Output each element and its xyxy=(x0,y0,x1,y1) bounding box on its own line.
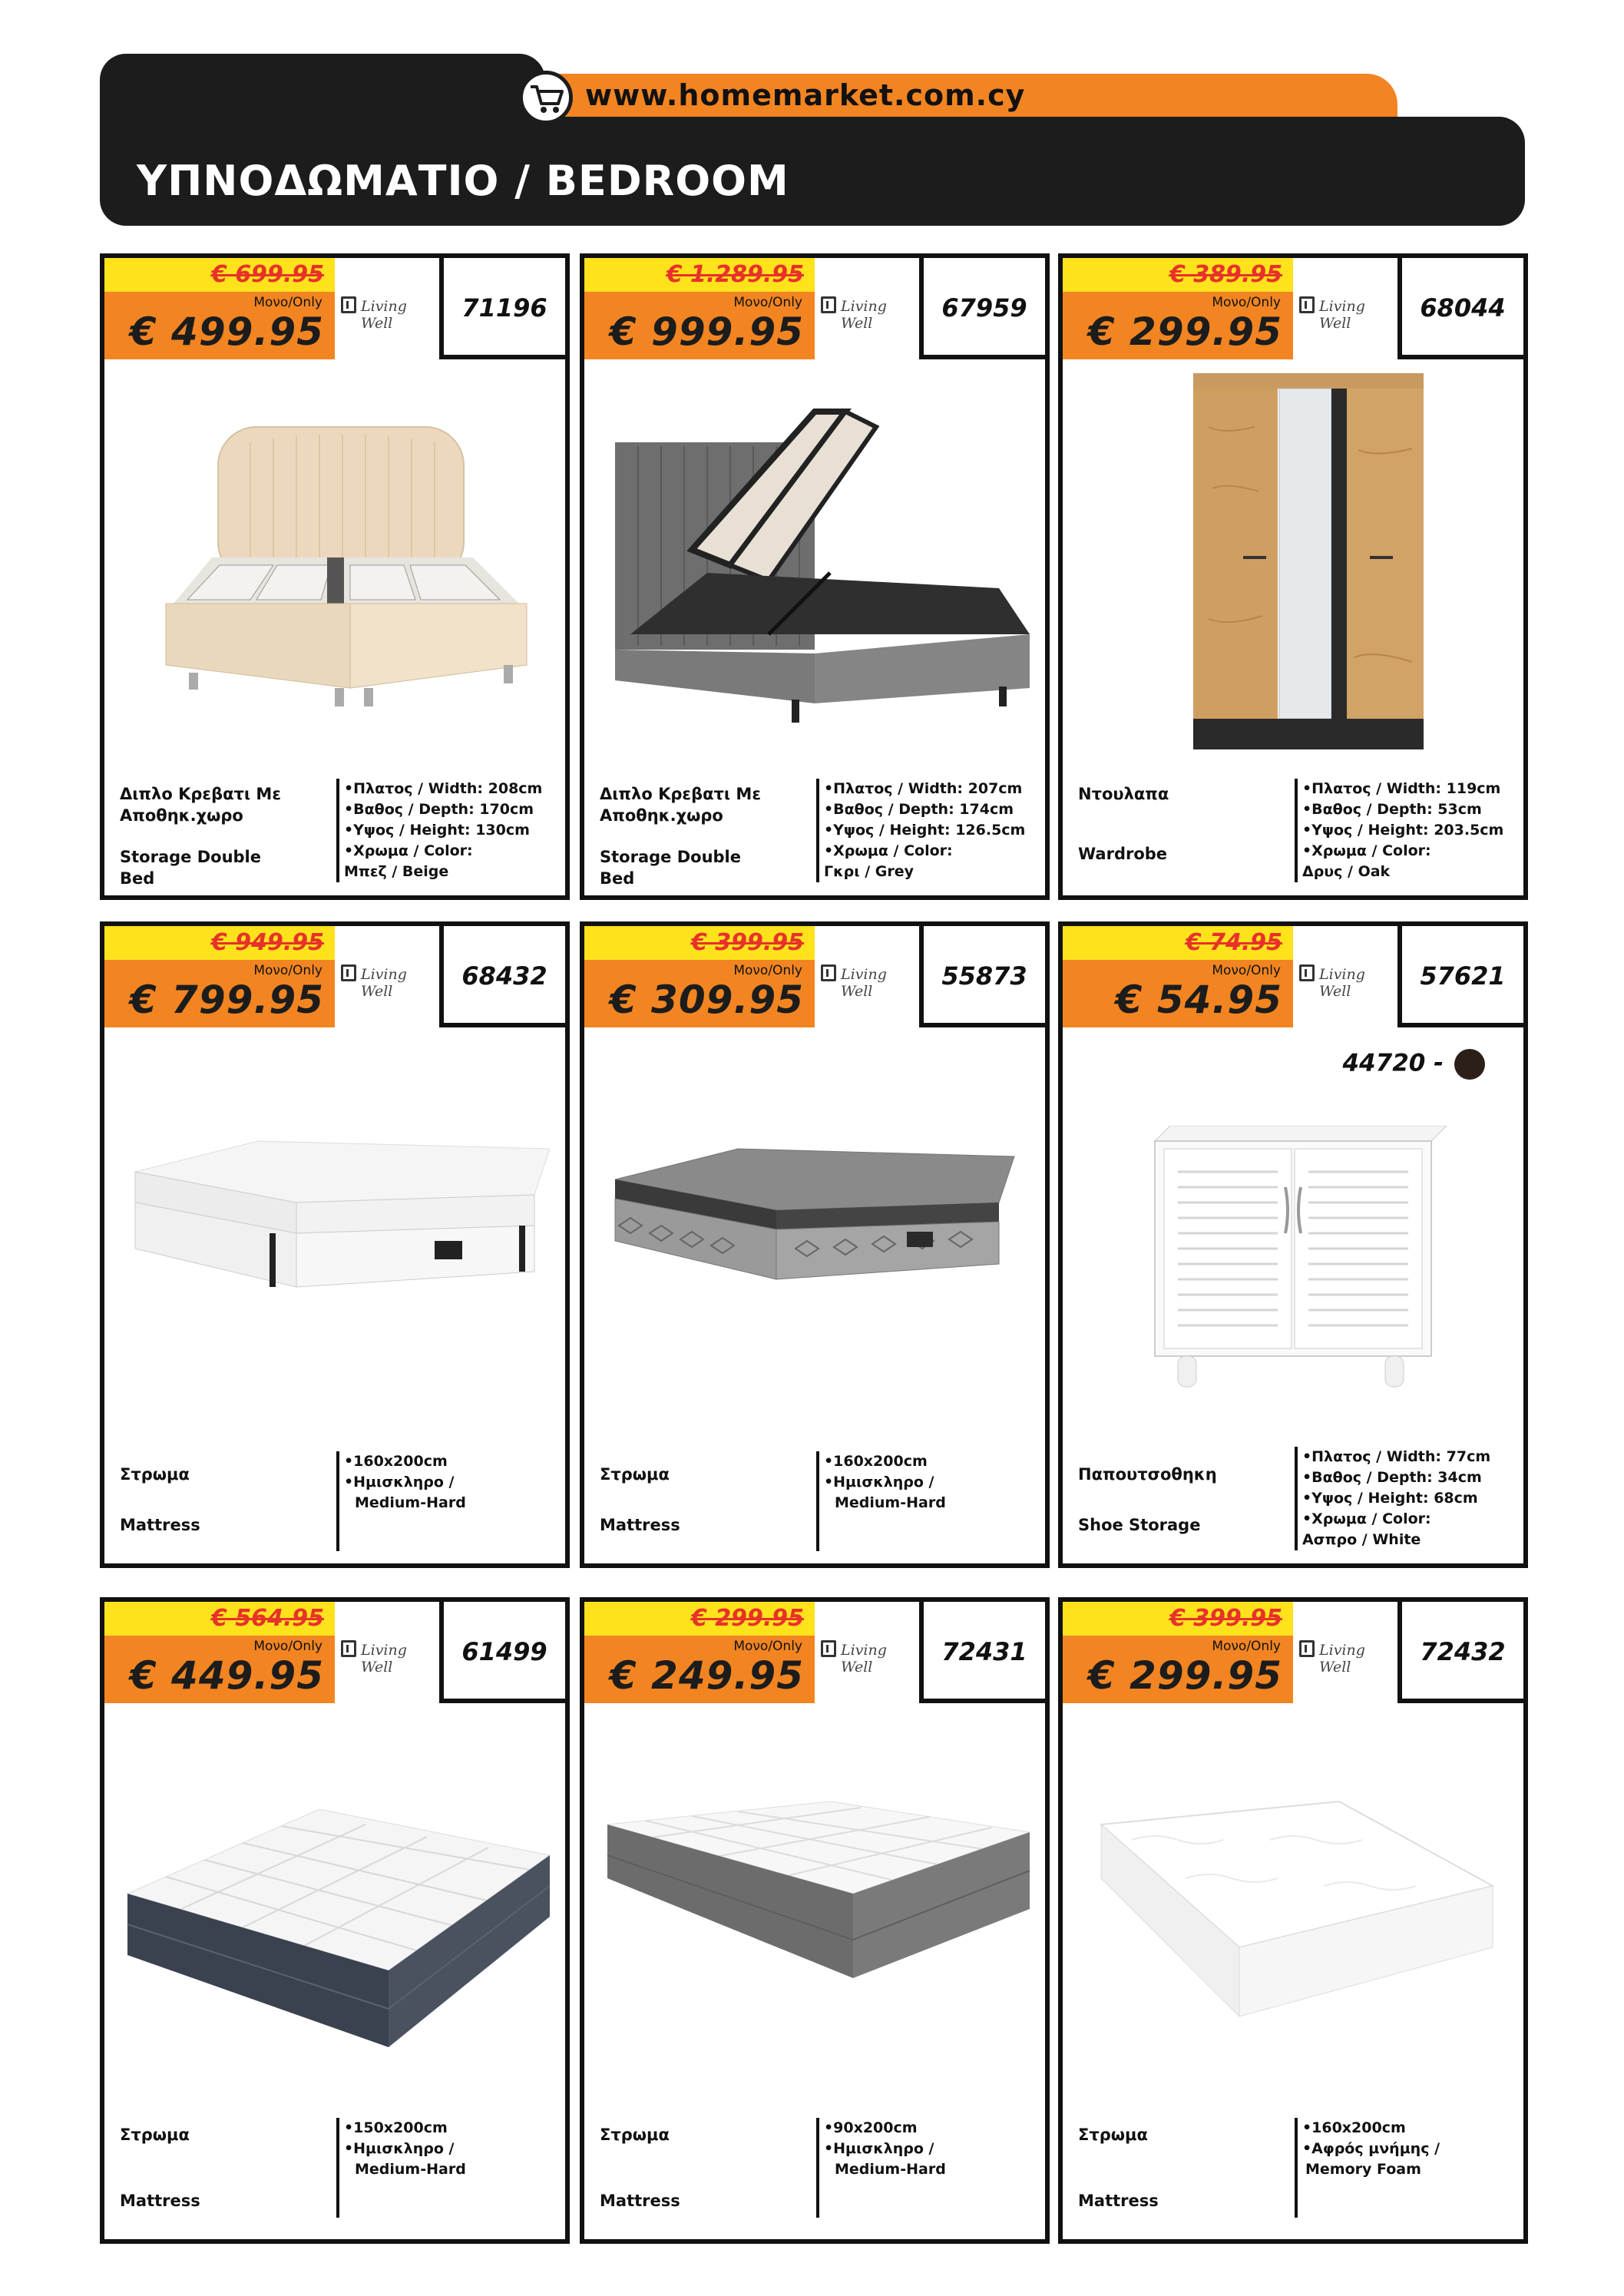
product-name-gr: Στρωμα xyxy=(1078,2126,1148,2144)
spec-line: •160x200cm xyxy=(344,1453,448,1470)
product-name-gr: Στρωμα xyxy=(600,2126,670,2144)
mattress-grey-image xyxy=(600,1133,1030,1318)
new-price: € 249.95 xyxy=(609,1653,804,1698)
only-label: Μονο/Only xyxy=(1212,295,1281,310)
new-price-band xyxy=(104,292,335,359)
product-code: 61499 xyxy=(461,1637,547,1666)
brand-logo xyxy=(1293,258,1397,359)
old-price-band xyxy=(104,258,335,292)
product-name-gr: Ντουλαπα xyxy=(1078,785,1169,803)
product-name-en: Wardrobe xyxy=(1078,845,1168,863)
product-card-68432[interactable] xyxy=(100,921,570,1568)
brand-logo xyxy=(1293,1602,1397,1703)
new-price: € 499.95 xyxy=(129,309,324,354)
product-name-en: Storage Double Bed xyxy=(120,848,261,888)
spec-line: Medium-Hard xyxy=(355,2161,466,2178)
spec-line: •Βαθος / Depth: 170cm xyxy=(344,801,534,818)
only-label: Μονο/Only xyxy=(1212,1639,1281,1654)
spec-line: Medium-Hard xyxy=(835,1494,946,1511)
product-code: 72432 xyxy=(1420,1637,1506,1666)
product-card-67959[interactable] xyxy=(580,253,1050,900)
spec-line: •Πλατος / Width: 119cm xyxy=(1302,780,1501,797)
new-price-band xyxy=(1063,960,1293,1027)
product-code-box xyxy=(439,258,565,359)
spec-line: Μπεζ / Beige xyxy=(344,863,449,880)
new-price-band xyxy=(584,292,815,359)
website-url[interactable]: www.homemarket.com.cy xyxy=(585,78,1026,112)
product-name-gr: Στρωμα xyxy=(120,1465,190,1484)
product-specs xyxy=(336,779,542,882)
brand-icon xyxy=(341,296,356,313)
header-tab xyxy=(100,54,545,123)
new-price: € 299.95 xyxy=(1087,1653,1282,1698)
product-name-en: Mattress xyxy=(120,2192,200,2210)
new-price-band xyxy=(584,960,815,1027)
spec-line: •Ημισκληρο / xyxy=(824,2140,934,2157)
new-price-band xyxy=(1063,1636,1293,1703)
old-price-band xyxy=(1063,258,1293,292)
product-code-box xyxy=(1397,926,1523,1027)
old-price: € 1.289.95 xyxy=(666,261,804,288)
storage-bed-beige-image xyxy=(120,412,550,742)
brand-name: Living Well xyxy=(841,1642,887,1676)
mattress-pillowtop-image xyxy=(120,1126,550,1325)
mattress-memory-foam-image xyxy=(1078,1794,1508,2055)
brand-logo xyxy=(1293,926,1397,1027)
only-label: Μονο/Only xyxy=(733,963,802,978)
product-name-en: Mattress xyxy=(600,1516,680,1534)
product-name-en: Mattress xyxy=(1078,2192,1159,2210)
product-card-61499[interactable] xyxy=(100,1597,570,2244)
product-name-en: Shoe Storage xyxy=(1078,1516,1201,1534)
product-code: 67959 xyxy=(941,293,1027,323)
mattress-fylliana-dark-image xyxy=(120,1778,550,2063)
product-code: 71196 xyxy=(461,293,547,323)
spec-line: •160x200cm xyxy=(1302,2119,1406,2136)
spec-line: •Ημισκληρο / xyxy=(344,2140,455,2157)
only-label: Μονο/Only xyxy=(1212,963,1281,978)
spec-line: Medium-Hard xyxy=(835,2161,946,2178)
old-price: € 299.95 xyxy=(690,1605,804,1632)
new-price: € 54.95 xyxy=(1115,978,1282,1022)
brand-icon xyxy=(821,964,836,981)
spec-line: Δρυς / Oak xyxy=(1302,863,1391,880)
product-specs xyxy=(1295,1447,1490,1550)
only-label: Μονο/Only xyxy=(253,963,322,978)
page-title: ΥΠΝΟΔΩΜΑΤΙΟ / BEDROOM xyxy=(137,157,789,205)
spec-line: •Πλατος / Width: 207cm xyxy=(824,780,1023,797)
brand-logo xyxy=(335,258,439,359)
product-code-box xyxy=(919,926,1045,1027)
mattress-fylliana-grey-image xyxy=(600,1794,1030,2047)
brand-icon xyxy=(1299,1640,1315,1657)
product-specs xyxy=(816,1451,946,1551)
product-code-box xyxy=(1397,258,1523,359)
product-code-box xyxy=(439,926,565,1027)
brand-logo xyxy=(335,926,439,1027)
new-price-band xyxy=(104,960,335,1027)
spec-line: •150x200cm xyxy=(344,2119,448,2136)
product-code: 55873 xyxy=(941,961,1027,991)
spec-line: •Ημισκληρο / xyxy=(824,1474,934,1490)
new-price-band xyxy=(104,1636,335,1703)
product-code: 72431 xyxy=(941,1637,1027,1666)
old-price: € 564.95 xyxy=(210,1605,324,1632)
spec-line: •Χρωμα / Color: xyxy=(1302,842,1431,859)
old-price: € 949.95 xyxy=(210,929,324,956)
product-card-71196[interactable] xyxy=(100,253,570,900)
product-name-gr: Διπλο Κρεβατι Με Αποθηκ.χωρο xyxy=(600,785,762,825)
product-code-box xyxy=(919,258,1045,359)
product-code-box xyxy=(1397,1602,1523,1703)
product-code-box xyxy=(919,1602,1045,1703)
shopping-cart-icon xyxy=(519,71,573,124)
product-specs xyxy=(336,2118,466,2218)
product-specs xyxy=(816,2118,946,2218)
old-price: € 399.95 xyxy=(1169,1605,1282,1632)
spec-line: •Χρωμα / Color: xyxy=(344,842,473,859)
product-name-en: Storage Double Bed xyxy=(600,848,741,888)
product-name-gr: Διπλο Κρεβατι Με Αποθηκ.χωρο xyxy=(120,785,282,825)
old-price: € 389.95 xyxy=(1169,261,1282,288)
spec-line: Ασπρο / White xyxy=(1302,1531,1421,1548)
product-name-en: Mattress xyxy=(600,2192,680,2210)
old-price-band xyxy=(584,1602,815,1636)
product-card-57621[interactable] xyxy=(1058,921,1528,1568)
brand-name: Living Well xyxy=(361,966,407,1000)
new-price: € 999.95 xyxy=(609,309,804,354)
variant-code: 44720 - xyxy=(1342,1049,1444,1077)
brand-icon xyxy=(341,1640,356,1657)
product-name-gr: Παπουτσοθηκη xyxy=(1078,1465,1217,1484)
shoe-cabinet-image xyxy=(1078,1126,1508,1410)
spec-line: Memory Foam xyxy=(1305,2161,1421,2178)
spec-line: •Υψος / Height: 130cm xyxy=(344,822,530,839)
product-name-en: Mattress xyxy=(120,1516,200,1534)
spec-line: Medium-Hard xyxy=(355,1494,466,1511)
spec-line: •Ημισκληρο / xyxy=(344,1474,455,1490)
product-code-box xyxy=(439,1602,565,1703)
product-specs xyxy=(1295,779,1503,882)
new-price-band xyxy=(1063,292,1293,359)
product-card-72432[interactable] xyxy=(1058,1597,1528,2244)
color-swatch-dark xyxy=(1454,1049,1485,1080)
spec-line: •Βαθος / Depth: 53cm xyxy=(1302,801,1482,818)
spec-line: •Αφρός μνήμης / xyxy=(1302,2140,1440,2157)
old-price: € 74.95 xyxy=(1185,929,1282,956)
only-label: Μονο/Only xyxy=(253,1639,322,1654)
brand-name: Living Well xyxy=(1319,1642,1365,1676)
only-label: Μονο/Only xyxy=(733,295,802,310)
brand-name: Living Well xyxy=(1319,966,1365,1000)
brand-icon xyxy=(1299,964,1315,981)
spec-line: •Πλατος / Width: 208cm xyxy=(344,780,543,797)
spec-line: •Βαθος / Depth: 34cm xyxy=(1302,1469,1482,1486)
spec-line: Γκρι / Grey xyxy=(824,863,915,880)
old-price-band xyxy=(104,926,335,960)
spec-line: •160x200cm xyxy=(824,1453,928,1470)
brand-name: Living Well xyxy=(361,1642,407,1676)
product-card-55873[interactable] xyxy=(580,921,1050,1568)
spec-line: •Βαθος / Depth: 174cm xyxy=(824,801,1014,818)
brand-logo xyxy=(335,1602,439,1703)
spec-line: •Πλατος / Width: 77cm xyxy=(1302,1448,1491,1465)
color-variant xyxy=(1342,1049,1485,1080)
only-label: Μονο/Only xyxy=(733,1639,802,1654)
old-price-band xyxy=(584,258,815,292)
brand-name: Living Well xyxy=(841,966,887,1000)
product-code: 68044 xyxy=(1420,293,1506,323)
old-price-band xyxy=(104,1602,335,1636)
storage-bed-grey-image xyxy=(600,381,1030,742)
brand-name: Living Well xyxy=(361,298,407,332)
old-price: € 399.95 xyxy=(690,929,804,956)
product-code: 68432 xyxy=(461,961,547,991)
spec-line: •Υψος / Height: 126.5cm xyxy=(824,822,1026,839)
product-name-gr: Στρωμα xyxy=(120,2126,190,2144)
product-name-gr: Στρωμα xyxy=(600,1465,670,1484)
new-price-band xyxy=(584,1636,815,1703)
spec-line: •Χρωμα / Color: xyxy=(1302,1510,1431,1527)
old-price-band xyxy=(584,926,815,960)
product-code: 57621 xyxy=(1420,961,1506,991)
brand-name: Living Well xyxy=(1319,298,1365,332)
product-card-68044[interactable] xyxy=(1058,253,1528,900)
product-card-72431[interactable] xyxy=(580,1597,1050,2244)
product-specs xyxy=(816,779,1025,882)
spec-line: •Υψος / Height: 68cm xyxy=(1302,1490,1478,1507)
brand-icon xyxy=(341,964,356,981)
wardrobe-oak-image xyxy=(1078,366,1508,757)
new-price: € 309.95 xyxy=(609,978,804,1022)
spec-line: •Υψος / Height: 203.5cm xyxy=(1302,822,1504,839)
brand-icon xyxy=(1299,296,1315,313)
spec-line: •Χρωμα / Color: xyxy=(824,842,953,859)
brand-icon xyxy=(821,296,836,313)
old-price-band xyxy=(1063,1602,1293,1636)
product-specs xyxy=(336,1451,466,1551)
brand-logo xyxy=(815,258,919,359)
brand-logo xyxy=(815,926,919,1027)
brand-name: Living Well xyxy=(841,298,887,332)
new-price: € 299.95 xyxy=(1087,309,1282,354)
new-price: € 449.95 xyxy=(129,1653,324,1698)
only-label: Μονο/Only xyxy=(253,295,322,310)
brand-logo xyxy=(815,1602,919,1703)
brand-icon xyxy=(821,1640,836,1657)
product-specs xyxy=(1295,2118,1440,2218)
spec-line: •90x200cm xyxy=(824,2119,918,2136)
old-price: € 699.95 xyxy=(210,261,324,288)
old-price-band xyxy=(1063,926,1293,960)
new-price: € 799.95 xyxy=(129,978,324,1022)
